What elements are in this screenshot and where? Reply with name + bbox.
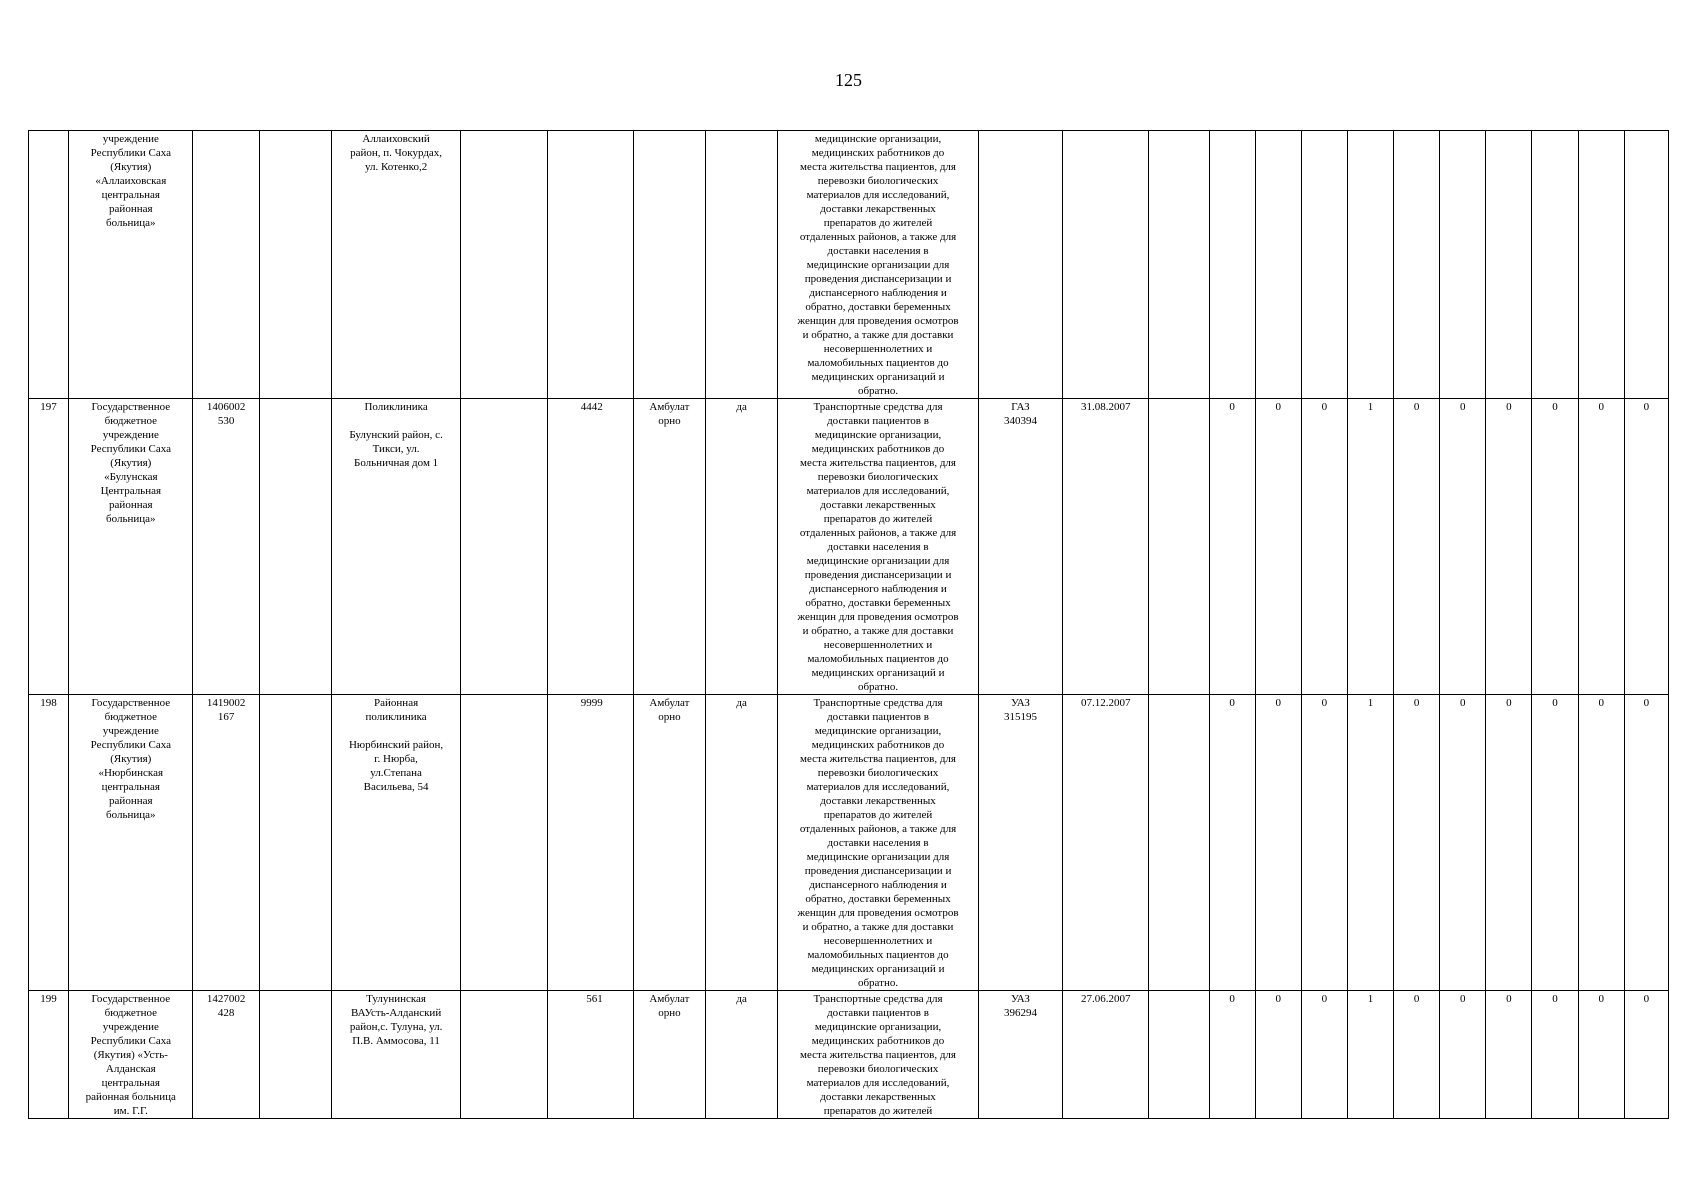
flag-cell: да [706,399,778,695]
count-cell [1486,131,1532,399]
count-cell: 0 [1394,399,1440,695]
count-cell [1301,131,1347,399]
table-row [29,131,1669,399]
count-cell: 0 [1440,991,1486,1119]
vehicle-model-cell: ГАЗ 340394 [978,399,1062,695]
vehicle-model-cell [978,131,1062,399]
table-row [29,399,1669,695]
purpose-cell: медицинские организации, медицинских работников до места жительства пациентов, для перевозки биологических материалов для исследований, доставки лекарственных препаратов до жителей отдаленных районов, а также для доставки населения в медицинские организации для проведения диспансеризации и диспансерного наблюдения и обратно, доставки беременных женщин для проведения осмотров и обратно, а также для доставки несовершеннолетних и маломобильных пациентов до медицинских организаций и обратно. [778,131,979,399]
count-cell: 0 [1255,695,1301,991]
vehicle-model-cell: УАЗ 315195 [978,695,1062,991]
empty-cell [1149,991,1209,1119]
empty-cell [461,991,547,1119]
address-cell: Тулунинская ВАУсть-Алданский район,с. Тулуна, ул. П.В. Аммосова, 11 [331,991,460,1119]
empty-cell [1149,399,1209,695]
purpose-cell: Транспортные средства для доставки пациентов в медицинские организации, медицинских работников до места жительства пациентов, для перевозки биологических материалов для исследований, доставки лекарственных препаратов до жителей отдаленных районов, а также для доставки населения в медицинские организации для проведения диспансеризации и диспансерного наблюдения и обратно, доставки беременных женщин для проведения осмотров и обратно, а также для доставки несовершеннолетних и маломобильных пациентов до медицинских организаций и обратно. [778,399,979,695]
purpose-cell: Транспортные средства для доставки пациентов в медицинские организации, медицинских работников до места жительства пациентов, для перевозки биологических материалов для исследований, доставки лекарственных препаратов до жителей отдаленных районов, а также для доставки населения в медицинские организации для проведения диспансеризации и диспансерного наблюдения и обратно, доставки беременных женщин для проведения осмотров и обратно, а также для доставки несовершеннолетних и маломобильных пациентов до медицинских организаций и обратно. [778,695,979,991]
count-cell: 0 [1301,399,1347,695]
count-cell: 0 [1209,399,1255,695]
empty-cell [259,399,331,695]
count-cell [1209,131,1255,399]
flag-cell [706,131,778,399]
count-cell: 0 [1209,991,1255,1119]
care-type-cell: Амбулат орно [633,991,705,1119]
care-type-cell [633,131,705,399]
inn-cell: 1406002 530 [193,399,259,695]
address-cell: Аллаиховский район, п. Чокурдах, ул. Котенко,2 [331,131,460,399]
count-cell: 0 [1255,991,1301,1119]
count-cell: 0 [1486,399,1532,695]
volume-cell: 9999 [547,695,633,991]
vehicle-date-cell: 31.08.2007 [1063,399,1149,695]
table-row [29,695,1669,991]
address-cell: Поликлиника Булунский район, с. Тикси, ул. Больничная дом 1 [331,399,460,695]
count-cell [1532,131,1578,399]
count-cell: 1 [1347,991,1393,1119]
count-cell: 0 [1394,991,1440,1119]
row-number-cell: 198 [29,695,69,991]
row-number-cell [29,131,69,399]
organization-cell: Государственное бюджетное учреждение Республики Саха (Якутия) «Усть- Алданская центральная районная больница им. Г.Г. [69,991,193,1119]
care-type-cell: Амбулат орно [633,695,705,991]
count-cell [1394,131,1440,399]
count-cell: 0 [1578,991,1624,1119]
count-cell: 0 [1486,991,1532,1119]
vehicle-registry-table [28,130,1669,1119]
count-cell [1440,131,1486,399]
empty-cell [461,695,547,991]
count-cell: 1 [1347,399,1393,695]
care-type-cell: Амбулат орно [633,399,705,695]
purpose-cell: Транспортные средства для доставки пациентов в медицинские организации, медицинских работников до места жительства пациентов, для перевозки биологических материалов для исследований, доставки лекарственных препаратов до жителей [778,991,979,1119]
empty-cell [461,399,547,695]
inn-cell: 1419002 167 [193,695,259,991]
count-cell: 0 [1624,399,1668,695]
inn-cell [193,131,259,399]
count-cell: 0 [1440,695,1486,991]
organization-cell: Государственное бюджетное учреждение Республики Саха (Якутия) «Нюрбинская центральная районная больница» [69,695,193,991]
vehicle-model-cell: УАЗ 396294 [978,991,1062,1119]
empty-cell [259,991,331,1119]
count-cell: 0 [1578,399,1624,695]
count-cell: 0 [1440,399,1486,695]
count-cell [1624,131,1668,399]
count-cell [1578,131,1624,399]
empty-cell [1149,695,1209,991]
row-number-cell: 199 [29,991,69,1119]
organization-cell: Государственное бюджетное учреждение Республики Саха (Якутия) «Булунская Центральная районная больница» [69,399,193,695]
vehicle-date-cell: 07.12.2007 [1063,695,1149,991]
count-cell: 0 [1624,695,1668,991]
count-cell: 0 [1624,991,1668,1119]
count-cell: 0 [1486,695,1532,991]
count-cell: 0 [1532,399,1578,695]
count-cell: 0 [1301,991,1347,1119]
count-cell [1347,131,1393,399]
count-cell: 0 [1301,695,1347,991]
volume-cell [547,131,633,399]
empty-cell [259,131,331,399]
count-cell: 1 [1347,695,1393,991]
flag-cell: да [706,991,778,1119]
empty-cell [259,695,331,991]
address-cell: Районная поликлиника Нюрбинский район, г. Нюрба, ул.Степана Васильева, 54 [331,695,460,991]
count-cell: 0 [1209,695,1255,991]
count-cell: 0 [1578,695,1624,991]
vehicle-date-cell [1063,131,1149,399]
count-cell: 0 [1255,399,1301,695]
count-cell: 0 [1532,991,1578,1119]
table-row [29,991,1669,1119]
count-cell [1255,131,1301,399]
count-cell: 0 [1532,695,1578,991]
inn-cell: 1427002 428 [193,991,259,1119]
flag-cell: да [706,695,778,991]
vehicle-date-cell: 27.06.2007 [1063,991,1149,1119]
row-number-cell: 197 [29,399,69,695]
volume-cell: 561 [547,991,633,1119]
empty-cell [1149,131,1209,399]
page-number: 125 [835,70,862,90]
count-cell: 0 [1394,695,1440,991]
organization-cell: учреждение Республики Саха (Якутия) «Аллаиховская центральная районная больница» [69,131,193,399]
empty-cell [461,131,547,399]
volume-cell: 4442 [547,399,633,695]
